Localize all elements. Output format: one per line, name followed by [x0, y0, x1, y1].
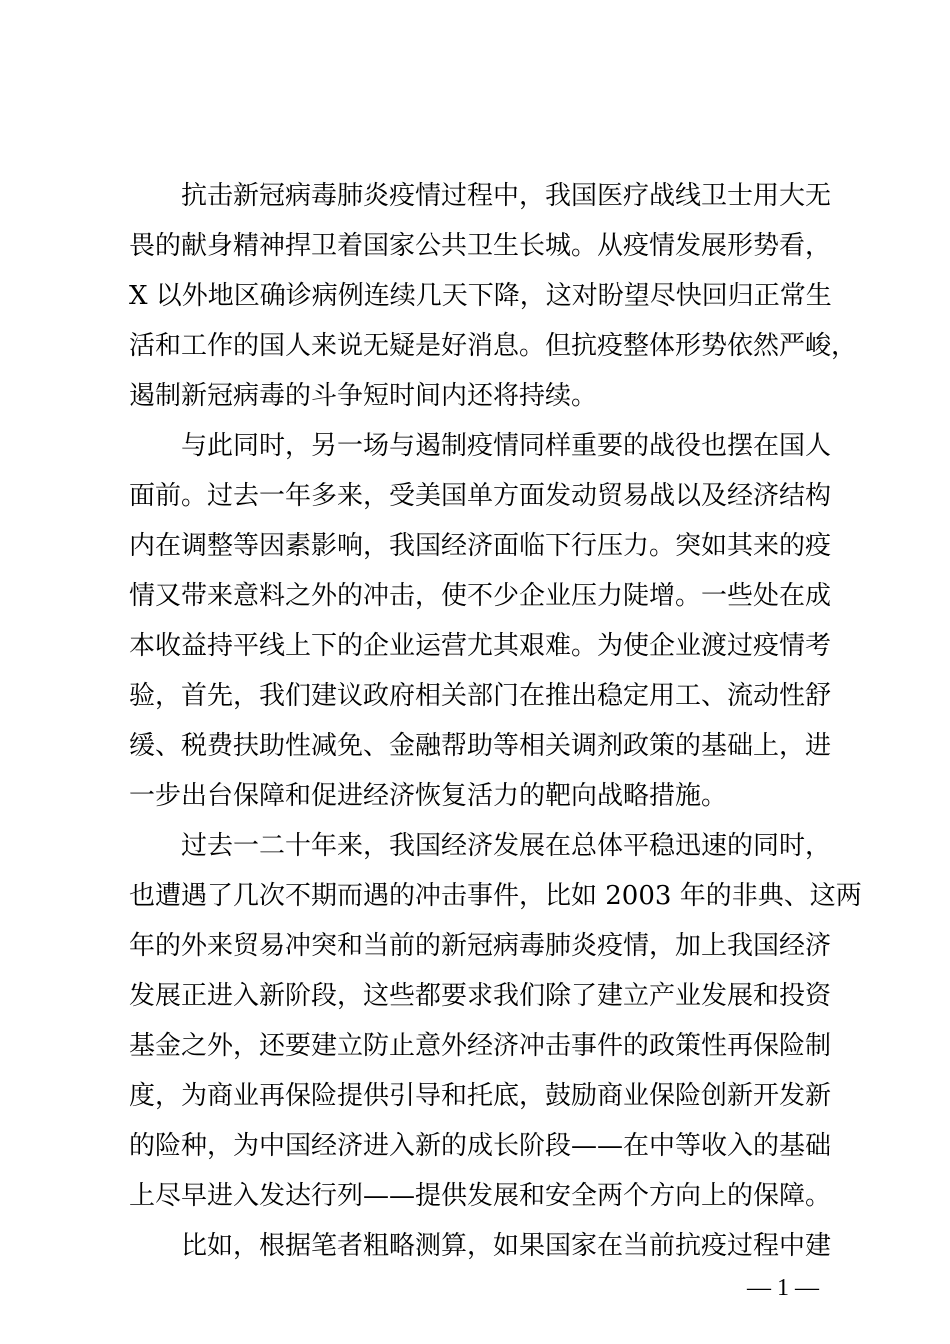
text-line: 基金之外，还要建立防止意外经济冲击事件的政策性再保险制 — [129, 1031, 832, 1061]
text-line: 缓、税费扶助性减免、金融帮助等相关调剂政策的基础上，进 — [129, 731, 832, 761]
text-line: 面前。过去一年多来，受美国单方面发动贸易战以及经济结构 — [129, 481, 832, 511]
text-line: 比如，根据笔者粗略测算，如果国家在当前抗疫过程中建 — [181, 1231, 832, 1261]
text-line: 验，首先，我们建议政府相关部门在推出稳定用工、流动性舒 — [129, 681, 832, 711]
text-line: 遏制新冠病毒的斗争短时间内还将持续。 — [129, 381, 598, 411]
text-line: 度，为商业再保险提供引导和托底，鼓励商业保险创新开发新 — [129, 1081, 832, 1111]
text-line: 过去一二十年来，我国经济发展在总体平稳迅速的同时， — [181, 831, 832, 861]
text-line: 情又带来意料之外的冲击，使不少企业压力陡增。一些处在成 — [129, 581, 832, 611]
text-line: 畏的献身精神捍卫着国家公共卫生长城。从疫情发展形势看， — [129, 231, 832, 261]
text-line: 一步出台保障和促进经济恢复活力的靶向战略措施。 — [129, 781, 728, 811]
text-line: 上尽早进入发达行列——提供发展和安全两个方向上的保障。 — [129, 1181, 832, 1211]
text-line: 内在调整等因素影响，我国经济面临下行压力。突如其来的疫 — [129, 531, 832, 561]
text-line: 也遭遇了几次不期而遇的冲击事件，比如 2003 年的非典、这两 — [129, 881, 862, 911]
text-line: 本收益持平线上下的企业运营尤其艰难。为使企业渡过疫情考 — [129, 631, 832, 661]
text-line: 抗击新冠病毒肺炎疫情过程中，我国医疗战线卫士用大无 — [181, 181, 832, 211]
text-line: X 以外地区确诊病例连续几天下降，这对盼望尽快回归正常生 — [129, 281, 832, 311]
text-line: 与此同时，另一场与遏制疫情同样重要的战役也摆在国人 — [181, 431, 832, 461]
text-line: 发展正进入新阶段，这些都要求我们除了建立产业发展和投资 — [129, 981, 832, 1011]
text-line: 的险种，为中国经济进入新的成长阶段——在中等收入的基础 — [129, 1131, 832, 1161]
text-line: 活和工作的国人来说无疑是好消息。但抗疫整体形势依然严峻， — [129, 331, 858, 361]
page-number: — 1 — — [747, 1275, 819, 1301]
text-line: 年的外来贸易冲突和当前的新冠病毒肺炎疫情，加上我国经济 — [129, 931, 832, 961]
